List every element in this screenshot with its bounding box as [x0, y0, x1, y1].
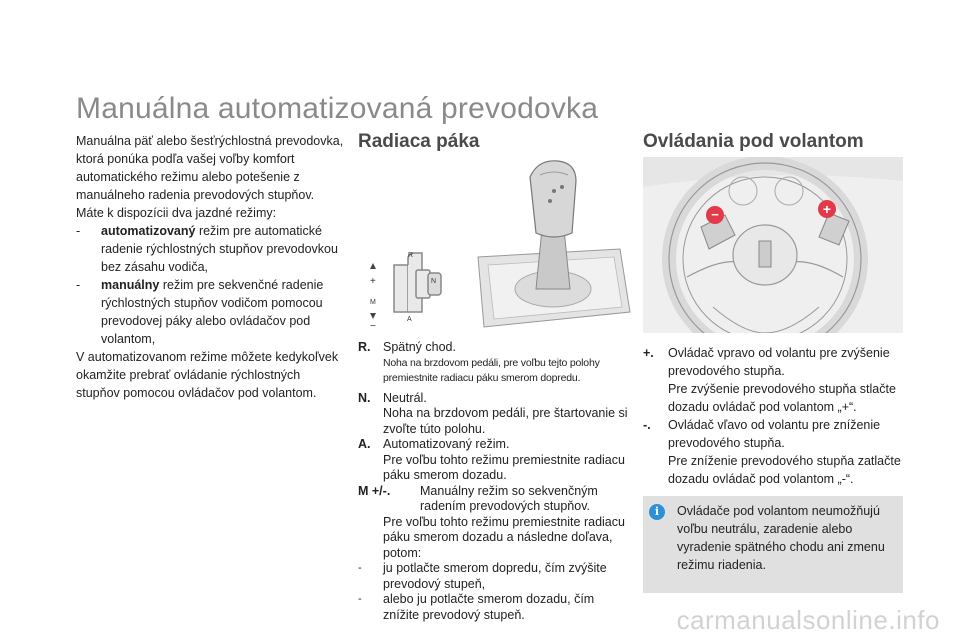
note-text: Pre voľbu tohto režimu premiestnite radiacu páku smerom dozadu.: [383, 452, 625, 482]
lever-positions: [358, 340, 628, 623]
position-a: [358, 437, 628, 453]
intro-closing: V automatizovanom režime môžete kedykoľvek okamžite prebrať ovládanie rýchlostných stupňov pomocou ovládačov pod volantom.: [76, 350, 339, 400]
note-text: Pre voľbu tohto režimu premiestnite radiacu páku smerom dozadu a následne doľava, potom:: [383, 514, 625, 560]
wheel-controls: [643, 344, 913, 488]
position-key: N.: [358, 390, 371, 405]
gate-label-a: A: [407, 316, 412, 323]
gate-label-n: N: [431, 278, 437, 285]
position-m-dash1: [358, 561, 628, 592]
position-n: [358, 391, 628, 407]
mode-automatic-label: automatizovaný: [101, 224, 196, 238]
control-desc: Ovládač vpravo od volantu pre zvýšenie prevodového stupňa.: [668, 346, 890, 378]
paddle-plus-label: +: [822, 201, 832, 217]
control-desc: Ovládač vľavo od volantu pre zníženie prevodového stupňa.: [668, 418, 881, 450]
gate-label-m: M: [370, 299, 376, 306]
position-key: M +/-.: [358, 483, 391, 498]
steering-wheel-illustration: [643, 157, 903, 333]
control-key: +.: [643, 346, 654, 360]
position-desc: Automatizovaný režim.: [383, 437, 510, 451]
mode-manual-desc: režim pre sekvenčné radenie rýchlostných stupňov vodičom pomocou prevodovej páky alebo ovládačov pod volantom,: [101, 278, 324, 346]
gate-label-r: R: [408, 252, 414, 259]
position-desc: Spätný chod.: [383, 340, 456, 354]
info-icon: i: [649, 504, 665, 520]
position-desc: Manuálny režim so sekvenčným radením prevodových stupňov.: [420, 483, 598, 513]
dash: -: [358, 593, 362, 605]
position-a-note: [358, 453, 628, 484]
dash: -: [76, 224, 81, 238]
dash: -: [358, 562, 362, 574]
gate-label-plus: +: [370, 276, 376, 287]
position-m-note: [358, 515, 628, 562]
wheel-heading: Ovládania pod volantom: [643, 131, 864, 152]
control-key: -.: [643, 418, 651, 432]
intro-paragraph: Manuálna päť alebo šesťrýchlostná prevodovka, ktorá ponúka podľa vašej voľby komfort automatického režimu alebo potešenie z manuálneho radenia prevodových stupňov.: [76, 134, 344, 202]
paddle-minus-label: −: [711, 207, 719, 222]
mode-item-manual: [76, 276, 346, 348]
mode-automatic-desc: režim pre automatické radenie rýchlostných stupňov prevodovkou bez zásahu vodiča,: [101, 224, 338, 274]
position-r: [358, 340, 628, 356]
position-m-dash2: [358, 592, 628, 623]
control-minus-note: [643, 452, 913, 488]
control-minus: [643, 416, 913, 452]
info-box: [643, 496, 903, 593]
control-plus: [643, 344, 913, 380]
position-m: [358, 484, 628, 515]
arrow-down-icon: [370, 313, 376, 319]
gear-lever-illustration: [358, 157, 633, 332]
position-key: R.: [358, 340, 371, 354]
note-text: Noha na brzdovom pedáli, pre štartovanie si zvoľte túto polohu.: [383, 406, 628, 436]
page-title: Manuálna automatizovaná prevodovka: [76, 92, 599, 125]
arrow-up-icon: [370, 263, 376, 269]
mode-manual-label: manuálny: [101, 278, 160, 292]
intro-column: [76, 132, 346, 402]
note-text: Noha na brzdovom pedáli, pre voľbu tejto polohy premiestnite radiacu páku smerom dopredu.: [383, 356, 600, 384]
note-text: ju potlačte smerom dopredu, čím zvýšite prevodový stupeň,: [383, 561, 607, 591]
position-desc: Neutrál.: [383, 390, 427, 405]
info-text: Ovládače pod volantom neumožňujú voľbu neutrálu, zaradenie alebo vyradenie spätného chodu ani zmenu režimu riadenia.: [677, 504, 885, 572]
watermark: carmanualsonline.info: [676, 605, 940, 635]
dash: -: [76, 278, 81, 292]
note-text: Pre zníženie prevodového stupňa zatlačte dozadu ovládač pod volantom „-“.: [668, 454, 901, 486]
position-r-note: [358, 356, 628, 387]
note-text: Pre zvýšenie prevodového stupňa stlačte dozadu ovládač pod volantom „+“.: [668, 382, 896, 414]
modes-lead: Máte k dispozícii dva jazdné režimy:: [76, 206, 277, 220]
position-key: A.: [358, 437, 371, 451]
lever-heading: Radiaca páka: [358, 131, 480, 152]
position-n-note: [358, 406, 628, 437]
gate-label-minus: −: [370, 321, 376, 332]
mode-item-automatic: [76, 222, 346, 276]
control-plus-note: [643, 380, 913, 416]
note-text: alebo ju potlačte smerom dozadu, čím znížite prevodový stupeň.: [383, 592, 595, 622]
